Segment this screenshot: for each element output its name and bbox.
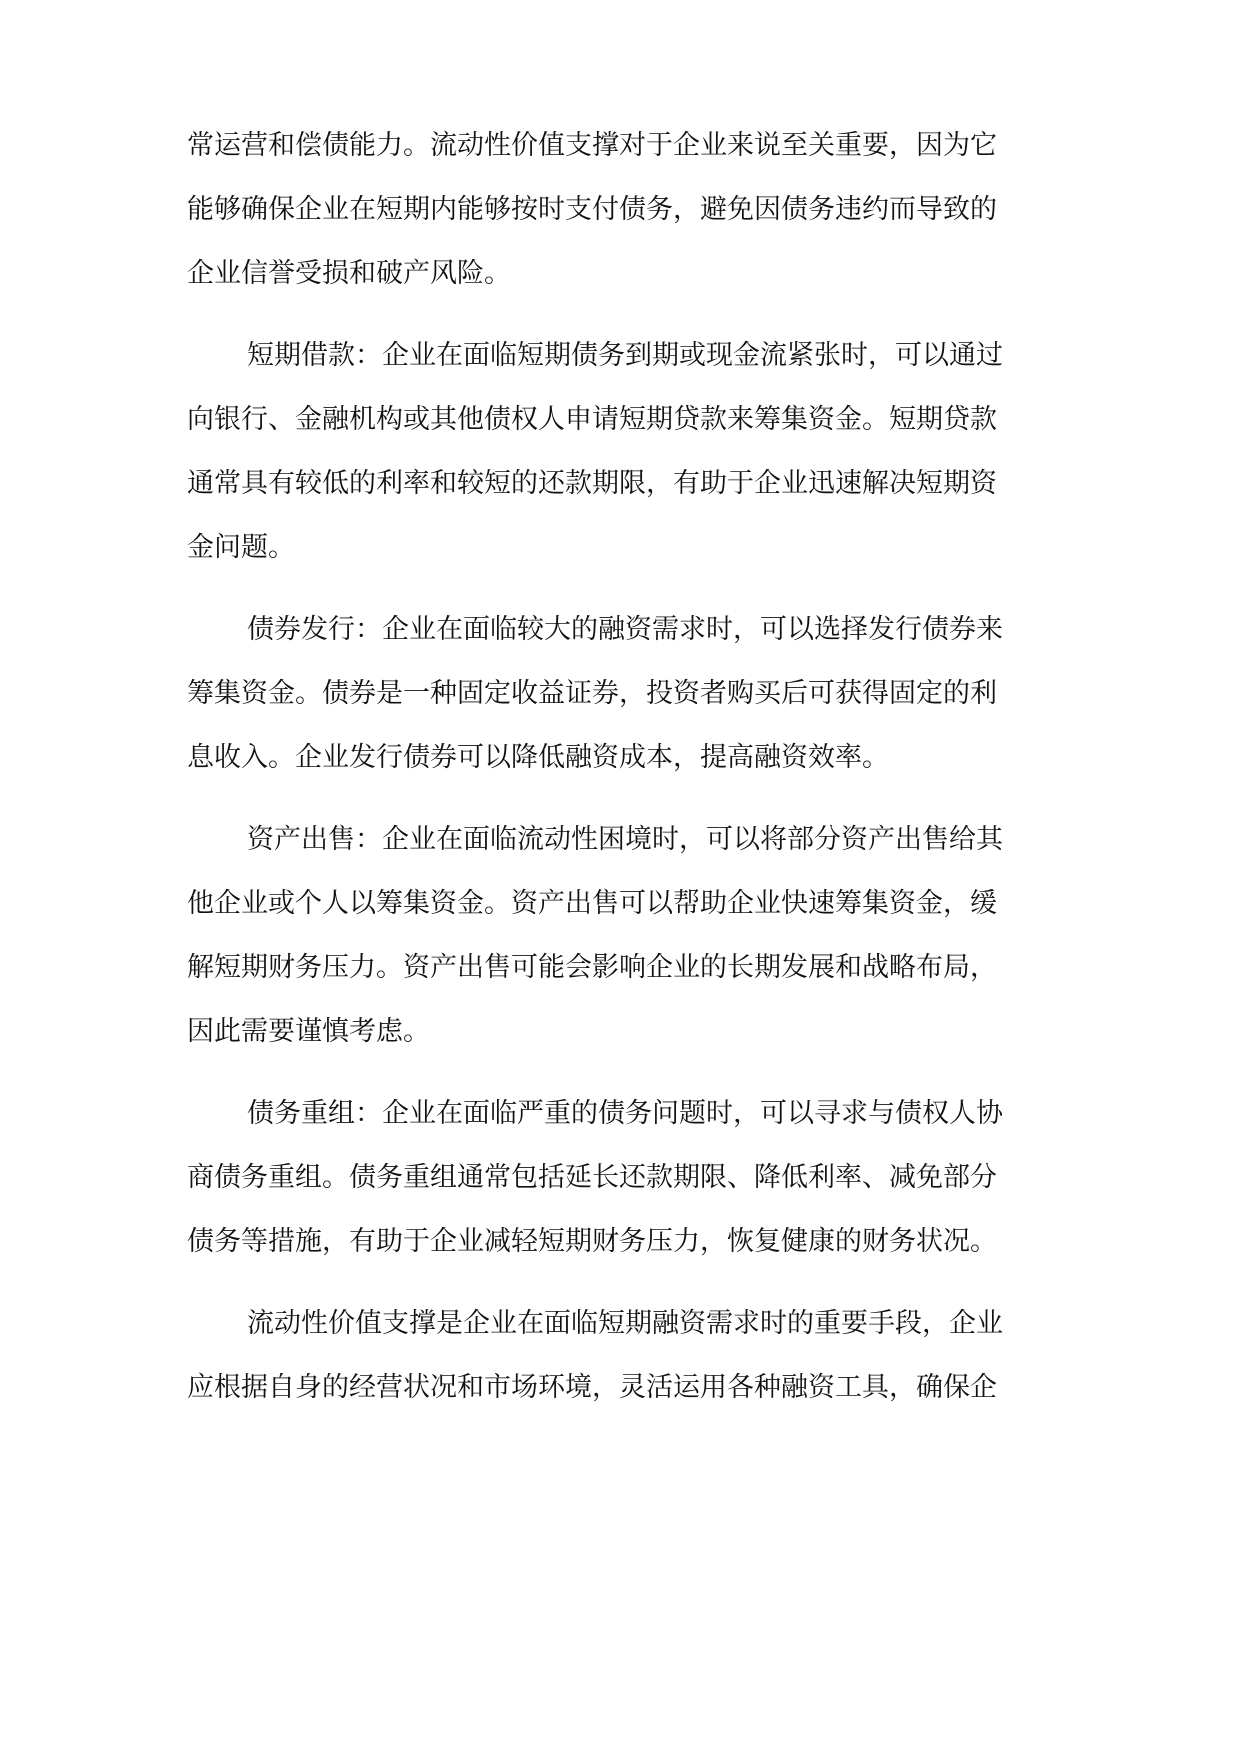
paragraph-debt-restructuring-line: 债务重组：企业在面临严重的债务问题时，可以寻求与债权人协 [247,1098,1003,1129]
text-line: 息收入。企业发行债券可以降低融资成本，提高融资效率。 [187,742,889,773]
text-line: 因此需要谨慎考虑。 [187,1016,430,1047]
text-line: 通常具有较低的利率和较短的还款期限，有助于企业迅速解决短期资 [187,468,997,499]
paragraph-short-term-loan-line: 短期借款：企业在面临短期债务到期或现金流紧张时，可以通过 [247,340,1003,371]
text-line: 他企业或个人以筹集资金。资产出售可以帮助企业快速筹集资金，缓 [187,888,997,919]
text-line: 金问题。 [187,532,295,563]
text-line: 应根据自身的经营状况和市场环境，灵活运用各种融资工具，确保企 [187,1372,997,1403]
text-line: 筹集资金。债券是一种固定收益证券，投资者购买后可获得固定的利 [187,678,997,709]
text-line: 商债务重组。债务重组通常包括延长还款期限、降低利率、减免部分 [187,1162,997,1193]
paragraph-liquidity-support-line: 流动性价值支撑是企业在面临短期融资需求时的重要手段，企业 [247,1308,1003,1339]
text-line: 企业信誉受损和破产风险。 [187,258,511,289]
text-line: 向银行、金融机构或其他债权人申请短期贷款来筹集资金。短期贷款 [187,404,997,435]
paragraph-bond-issuance-line: 债券发行：企业在面临较大的融资需求时，可以选择发行债券来 [247,614,1003,645]
text-line: 解短期财务压力。资产出售可能会影响企业的长期发展和战略布局， [187,952,997,983]
text-line: 能够确保企业在短期内能够按时支付债务，避免因债务违约而导致的 [187,194,997,225]
text-line: 债务等措施，有助于企业减轻短期财务压力，恢复健康的财务状况。 [187,1226,997,1257]
paragraph-asset-sale-line: 资产出售：企业在面临流动性困境时，可以将部分资产出售给其 [247,824,1003,855]
text-line: 常运营和偿债能力。流动性价值支撑对于企业来说至关重要，因为它 [187,130,997,161]
